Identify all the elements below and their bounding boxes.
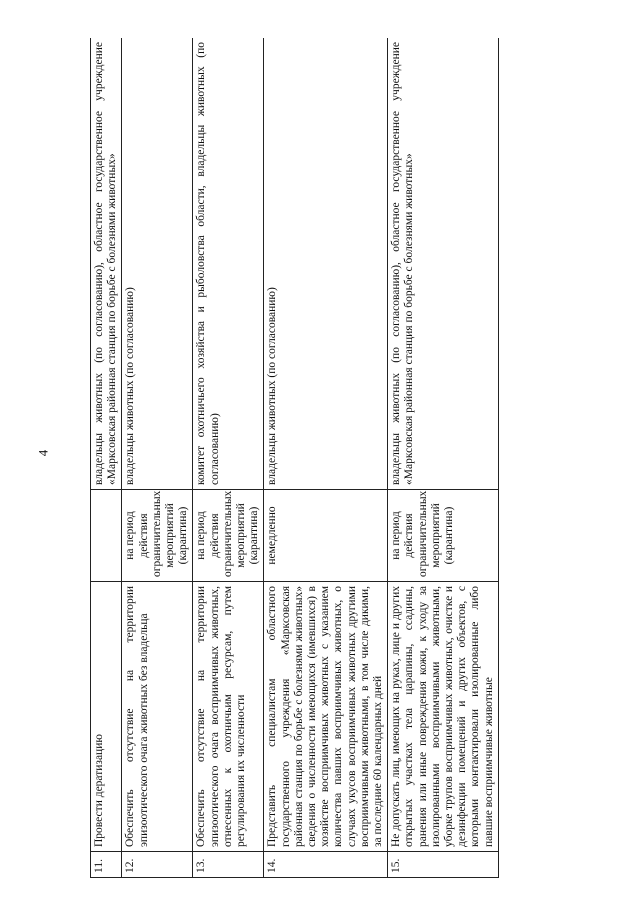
term-cell: на период действия ограничительных мероприятий (карантина) [388, 490, 499, 582]
table-row [122, 38, 193, 878]
row-number: 15. [388, 852, 499, 878]
table-row [193, 38, 264, 878]
measures-table [90, 38, 499, 878]
document-table-area [90, 38, 565, 878]
page-number: 4 [35, 449, 51, 457]
responsible-cell: владельцы животных (по согласованию) [264, 38, 388, 490]
row-number: 12. [122, 852, 193, 878]
term-cell: немедленно [264, 490, 388, 582]
action-cell: Провести дератизацию [91, 582, 122, 852]
table-row [264, 38, 388, 878]
responsible-cell: комитет охотничьего хозяйства и рыболовства области, владельцы животных (по согласованию) [193, 38, 264, 490]
action-cell: Обеспечить отсутствие на территории эпизоотического очага восприимчивых животных, отнесенных к охотничьим ресурсам, путем регулирования их численности [193, 582, 264, 852]
table-row [91, 38, 122, 878]
responsible-cell: владельцы животных (по согласованию), областное государственное учреждение «Марксовская районная станция по борьбе с болезнями животных» [388, 38, 499, 490]
action-cell: Представить специалистам областного государственного учреждения «Марксовская районная станция по борьбе с болезнями животных» сведения о численности имеющихся (имевшихся) в хозяйстве восприимчивых животных с указанием количества павших восприимчивых животных, о случаях укусов восприимчивых животных другими восприимчивыми животными, в том числе дикими, за последние 60 календарных дней [264, 582, 388, 852]
action-cell: Обеспечить отсутствие на территории эпизоотического очага животных без владельца [122, 582, 193, 852]
responsible-cell: владельцы животных (по согласованию), областное государственное учреждение «Марксовская районная станция по борьбе с болезнями животных» [91, 38, 122, 490]
responsible-cell: владельцы животных (по согласованию) [122, 38, 193, 490]
table-row [388, 38, 499, 878]
action-cell: Не допускать лиц, имеющих на руках, лице и других открытых участках тела царапины, ссадины, ранения или иные повреждения кожи, к уходу за изолированными восприимчивыми животными, уборке трупов восприимчивых животных, очистке и дезинфекции помещений и других объектов, с которыми контактировали изолированные либо павшие восприимчивые животные [388, 582, 499, 852]
rotated-table-container [90, 38, 565, 878]
row-number: 14. [264, 852, 388, 878]
term-cell: на период действия ограничительных мероприятий (карантина) [193, 490, 264, 582]
row-number: 11. [91, 852, 122, 878]
term-cell: на период действия ограничительных мероприятий (карантина) [122, 490, 193, 582]
row-number: 13. [193, 852, 264, 878]
term-cell [91, 490, 122, 582]
